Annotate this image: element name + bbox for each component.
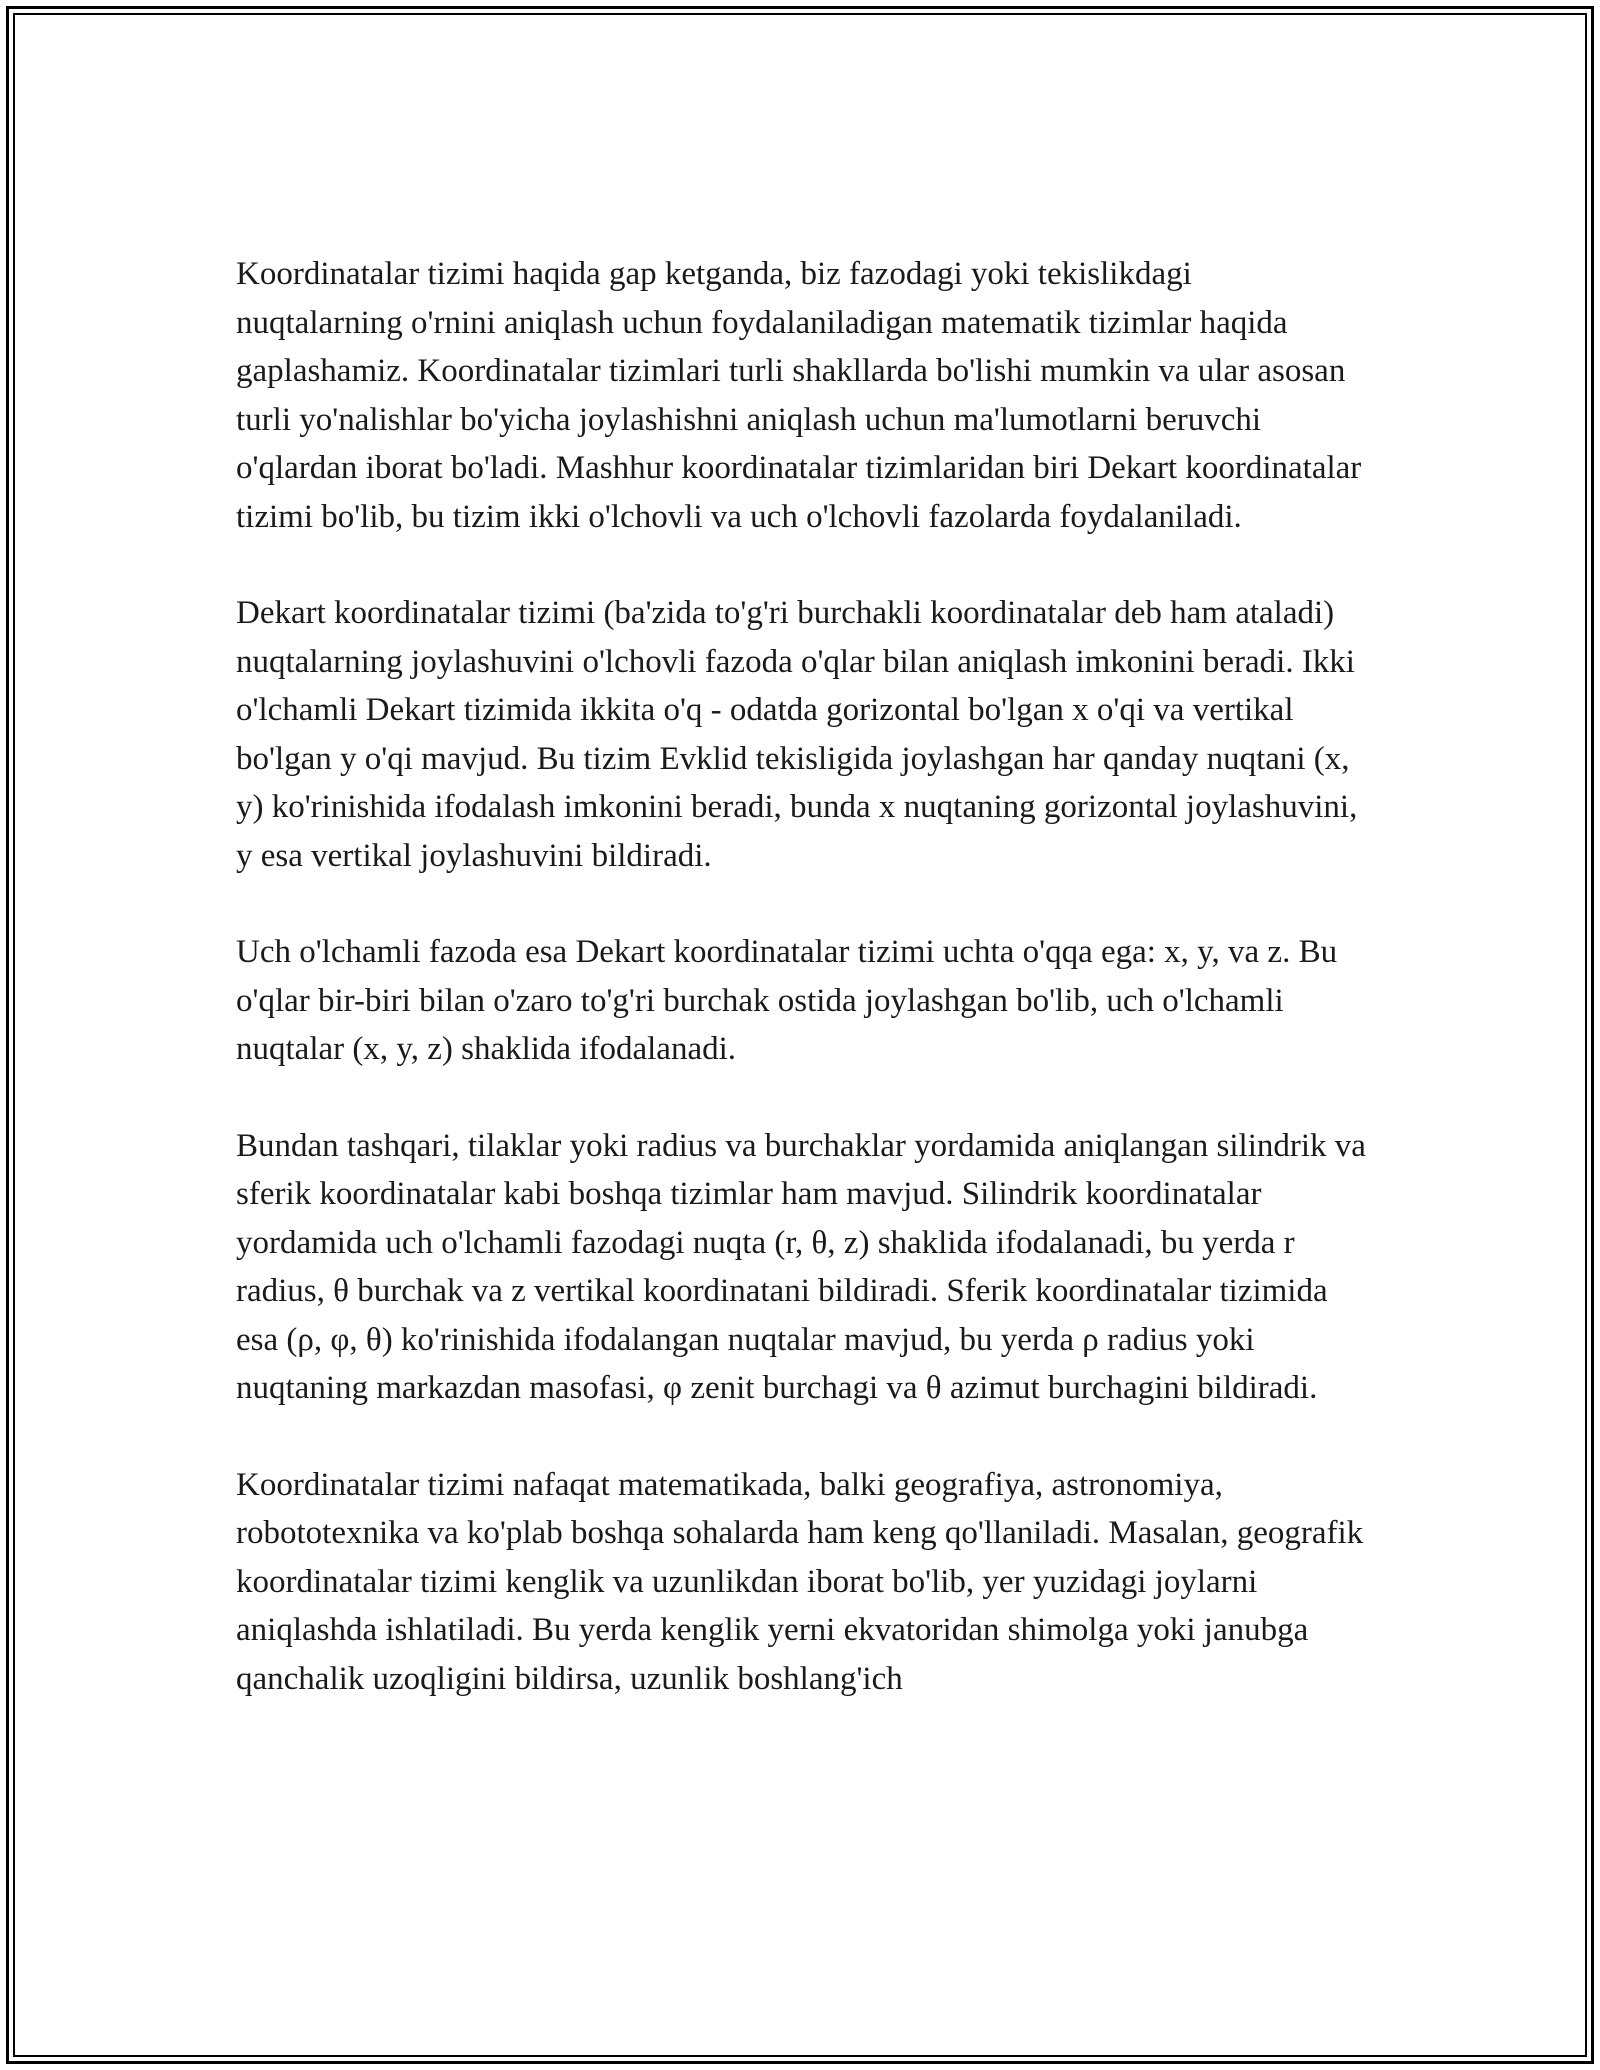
paragraph-4: Bundan tashqari, tilaklar yoki radius va burchaklar yordamida aniqlangan silindrik va sferik koordinatalar kabi boshqa tizimlar ham mavjud. Silindrik koordinatalar yordamida uch o'lchamli fazodagi nuqta (r, θ, z) shaklida ifodalanadi, bu yerda r radius, θ burchak va z vertikal koordinatani bildiradi. Sferik koordinatalar tizimida esa (ρ, φ, θ) ko'rinishida ifodalangan nuqtalar mavjud, bu yerda ρ radius yoki nuqtaning markazdan masofasi, φ zenit burchagi va θ azimut burchagini bildiradi. [236,1127,1366,1406]
paragraph-5: Koordinatalar tizimi nafaqat matematikada, balki geografiya, astronomiya, robototexnika va ko'plab boshqa sohalarda ham keng qo'llaniladi. Masalan, geografik koordinatalar tizimi kenglik va uzunlikdan iborat bo'lib, yer yuzidagi joylarni aniqlashda ishlatiladi. Bu yerda kenglik yerni ekvatoridan shimolga yoki janubga qanchalik uzoqligini bildirsa, uzunlik boshlang'ich [236,1466,1364,1697]
paragraph-2: Dekart koordinatalar tizimi (ba'zida to'g'ri burchakli koordinatalar deb ham ataladi) nuqtalarning joylashuvini o'lchovli fazoda o'qlar bilan aniqlash imkonini beradi. Ikki o'lchamli Dekart tizimida ikkita o'q - odatda gorizontal bo'lgan x o'qi va vertikal bo'lgan y o'qi mavjud. Bu tizim Evklid tekisligida joylashgan har qanday nuqtani (x, y) ko'rinishida ifodalash imkonini beradi, bunda x nuqtaning gorizontal joylashuvini, y esa vertikal joylashuvini bildiradi. [236,595,1358,874]
paragraph-3: Uch o'lchamli fazoda esa Dekart koordinatalar tizimi uchta o'qqa ega: x, y, va z. Bu o'qlar bir-biri bilan o'zaro to'g'ri burchak ostida joylashgan bo'lib, uch o'lchamli nuqtalar (x, y, z) shaklida ifodalanadi. [236,934,1338,1067]
paragraph-1: Koordinatalar tizimi haqida gap ketganda, biz fazodagi yoki tekislikdagi nuqtalarning o'rnini aniqlash uchun foydalaniladigan matematik tizimlar haqida gaplashamiz. Koordinatalar tizimlari turli shakllarda bo'lishi mumkin va ular asosan turli yo'nalishlar bo'yicha joylashishni aniqlash uchun ma'lumotlarni beruvchi o'qlardan iborat bo'ladi. Mashhur koordinatalar tizimlaridan biri Dekart koordinatalar tizimi bo'lib, bu tizim ikki o'lchovli va uch o'lchovli fazolarda foydalaniladi. [236,256,1362,535]
document-body [236,250,1366,1751]
